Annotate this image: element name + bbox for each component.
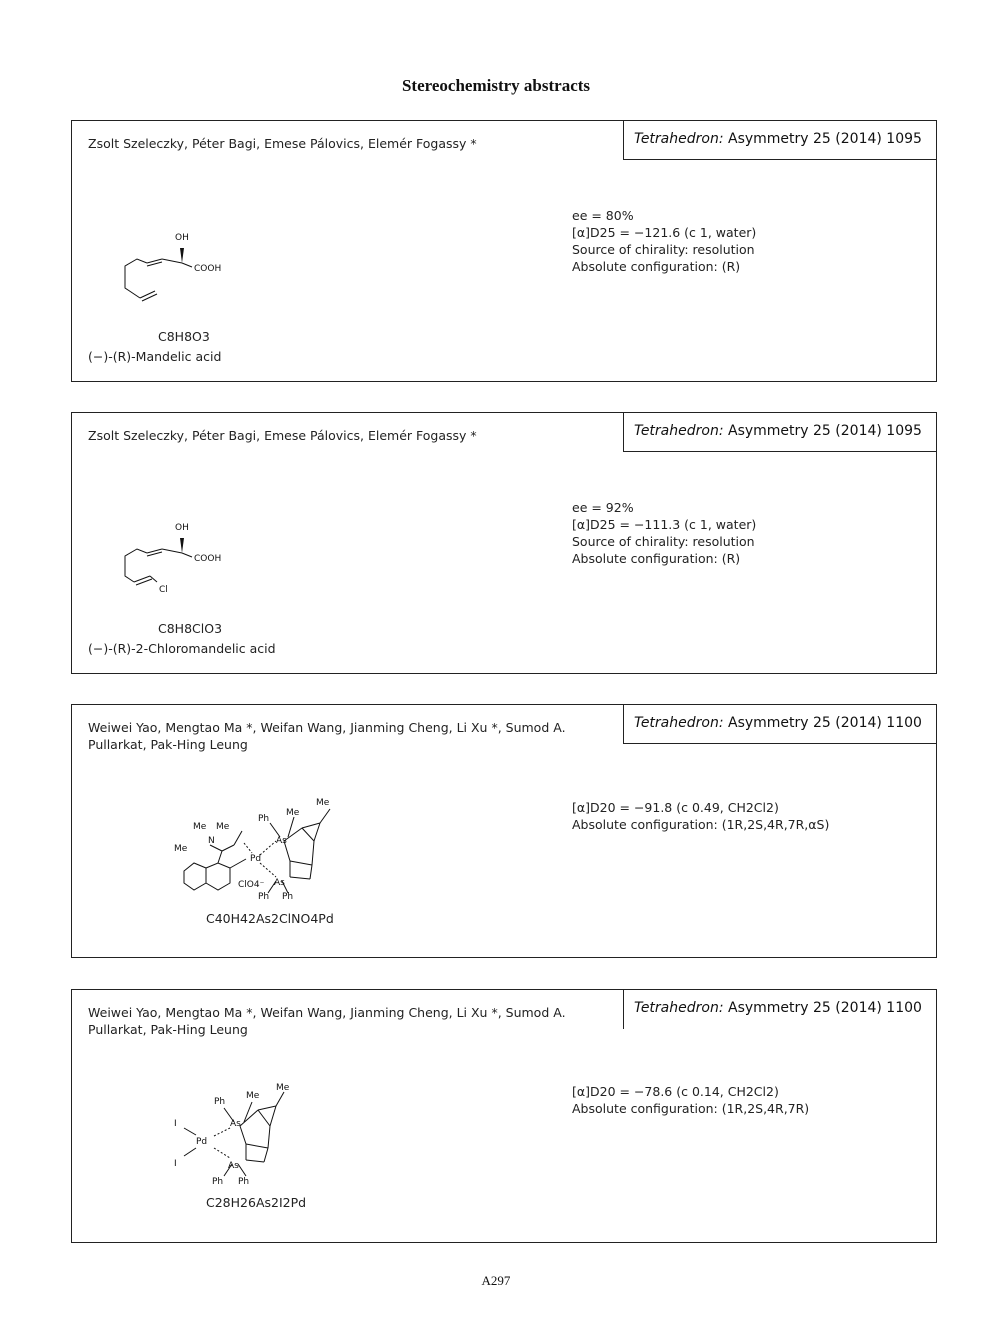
journal-reference[interactable] [623,989,937,1029]
absolute-configuration: Absolute configuration: (1R,2S,4R,7R) [572,1101,810,1116]
journal-name: Tetrahedron: [634,131,724,147]
structure-palladium-iodide-complex [172,1080,322,1188]
arsenic-label: As [228,1161,239,1171]
chloro-label: Cl [159,585,168,595]
methyl-label: Me [316,798,330,808]
authors: Weiwei Yao, Mengtao Ma *, Weifan Wang, Jianming Cheng, Li Xu *, Sumod A. Pullarkat, Pak-Hing Leung [88,1005,566,1037]
authors: Zsolt Szeleczky, Péter Bagi, Emese Pálovics, Elemér Fogassy * [88,136,477,151]
chirality-source: Source of chirality: resolution [572,534,755,549]
structure-palladium-complex [172,793,372,903]
phenyl-label: Ph [282,892,294,902]
abstract-card [71,412,937,674]
absolute-configuration: Absolute configuration: (1R,2S,4R,7R,αS) [572,817,830,832]
data-block [572,207,756,275]
chirality-source: Source of chirality: resolution [572,242,755,257]
molecular-formula: C8H8O3 [158,329,210,344]
data-block [572,499,756,567]
ee-value: ee = 80% [572,208,634,223]
structure-chloromandelic-acid [112,516,252,598]
phenyl-label: Ph [214,1097,226,1107]
journal-citation: Asymmetry 25 (2014) 1100 [723,715,922,731]
journal-citation: Asymmetry 25 (2014) 1095 [723,131,922,147]
page-title: Stereochemistry abstracts [401,76,591,95]
data-block [572,799,829,833]
journal-name: Tetrahedron: [634,1000,724,1016]
abstract-card [71,120,937,382]
optical-rotation: [α]D20 = −91.8 (c 0.49, CH2Cl2) [572,800,779,815]
hydroxyl-label: OH [175,523,189,533]
palladium-label: Pd [250,854,262,864]
absolute-configuration: Absolute configuration: (R) [572,259,741,274]
data-block [572,1083,809,1117]
journal-name: Tetrahedron: [634,715,724,731]
iodide-label: I [174,1159,177,1169]
compound-name: (−)-(R)-Mandelic acid [88,349,222,364]
phenyl-label: Ph [258,814,270,824]
carboxyl-label: COOH [194,554,222,564]
journal-reference[interactable] [623,704,937,744]
methyl-label: Me [286,808,300,818]
palladium-label: Pd [196,1137,208,1147]
journal-citation: Asymmetry 25 (2014) 1100 [723,1000,922,1016]
hydroxyl-label: OH [175,233,189,243]
molecular-formula: C28H26As2I2Pd [206,1195,307,1210]
methyl-label: Me [246,1091,260,1101]
journal-citation: Asymmetry 25 (2014) 1095 [723,423,922,439]
arsenic-label: As [274,878,285,888]
abstract-card [71,989,937,1243]
methyl-label: Me [216,822,230,832]
authors: Zsolt Szeleczky, Péter Bagi, Emese Pálovics, Elemér Fogassy * [88,428,477,443]
optical-rotation: [α]D20 = −78.6 (c 0.14, CH2Cl2) [572,1084,779,1099]
carboxyl-label: COOH [194,264,222,274]
optical-rotation: [α]D25 = −121.6 (c 1, water) [572,225,757,240]
compound-name: (−)-(R)-2-Chloromandelic acid [88,641,276,656]
molecular-formula: C40H42As2ClNO4Pd [206,911,334,926]
nitrogen-label: N [208,836,215,846]
authors: Weiwei Yao, Mengtao Ma *, Weifan Wang, Jianming Cheng, Li Xu *, Sumod A. Pullarkat, Pak-Hing Leung [88,720,566,752]
phenyl-label: Ph [238,1177,250,1187]
methyl-label: Me [193,822,207,832]
journal-reference[interactable] [623,120,937,160]
structure-mandelic-acid [112,226,252,306]
methyl-label: Me [174,844,188,854]
journal-reference[interactable] [623,412,937,452]
methyl-label: Me [276,1083,290,1093]
iodide-label: I [174,1119,177,1129]
perchlorate-label: ClO4⁻ [238,880,265,890]
absolute-configuration: Absolute configuration: (R) [572,551,741,566]
arsenic-label: As [276,836,287,846]
ee-value: ee = 92% [572,500,634,515]
journal-name: Tetrahedron: [634,423,724,439]
page-number: A297 [481,1273,511,1288]
phenyl-label: Ph [212,1177,224,1187]
abstract-card [71,704,937,958]
optical-rotation: [α]D25 = −111.3 (c 1, water) [572,517,757,532]
molecular-formula: C8H8ClO3 [158,621,223,636]
arsenic-label: As [230,1119,241,1129]
phenyl-label: Ph [258,892,270,902]
